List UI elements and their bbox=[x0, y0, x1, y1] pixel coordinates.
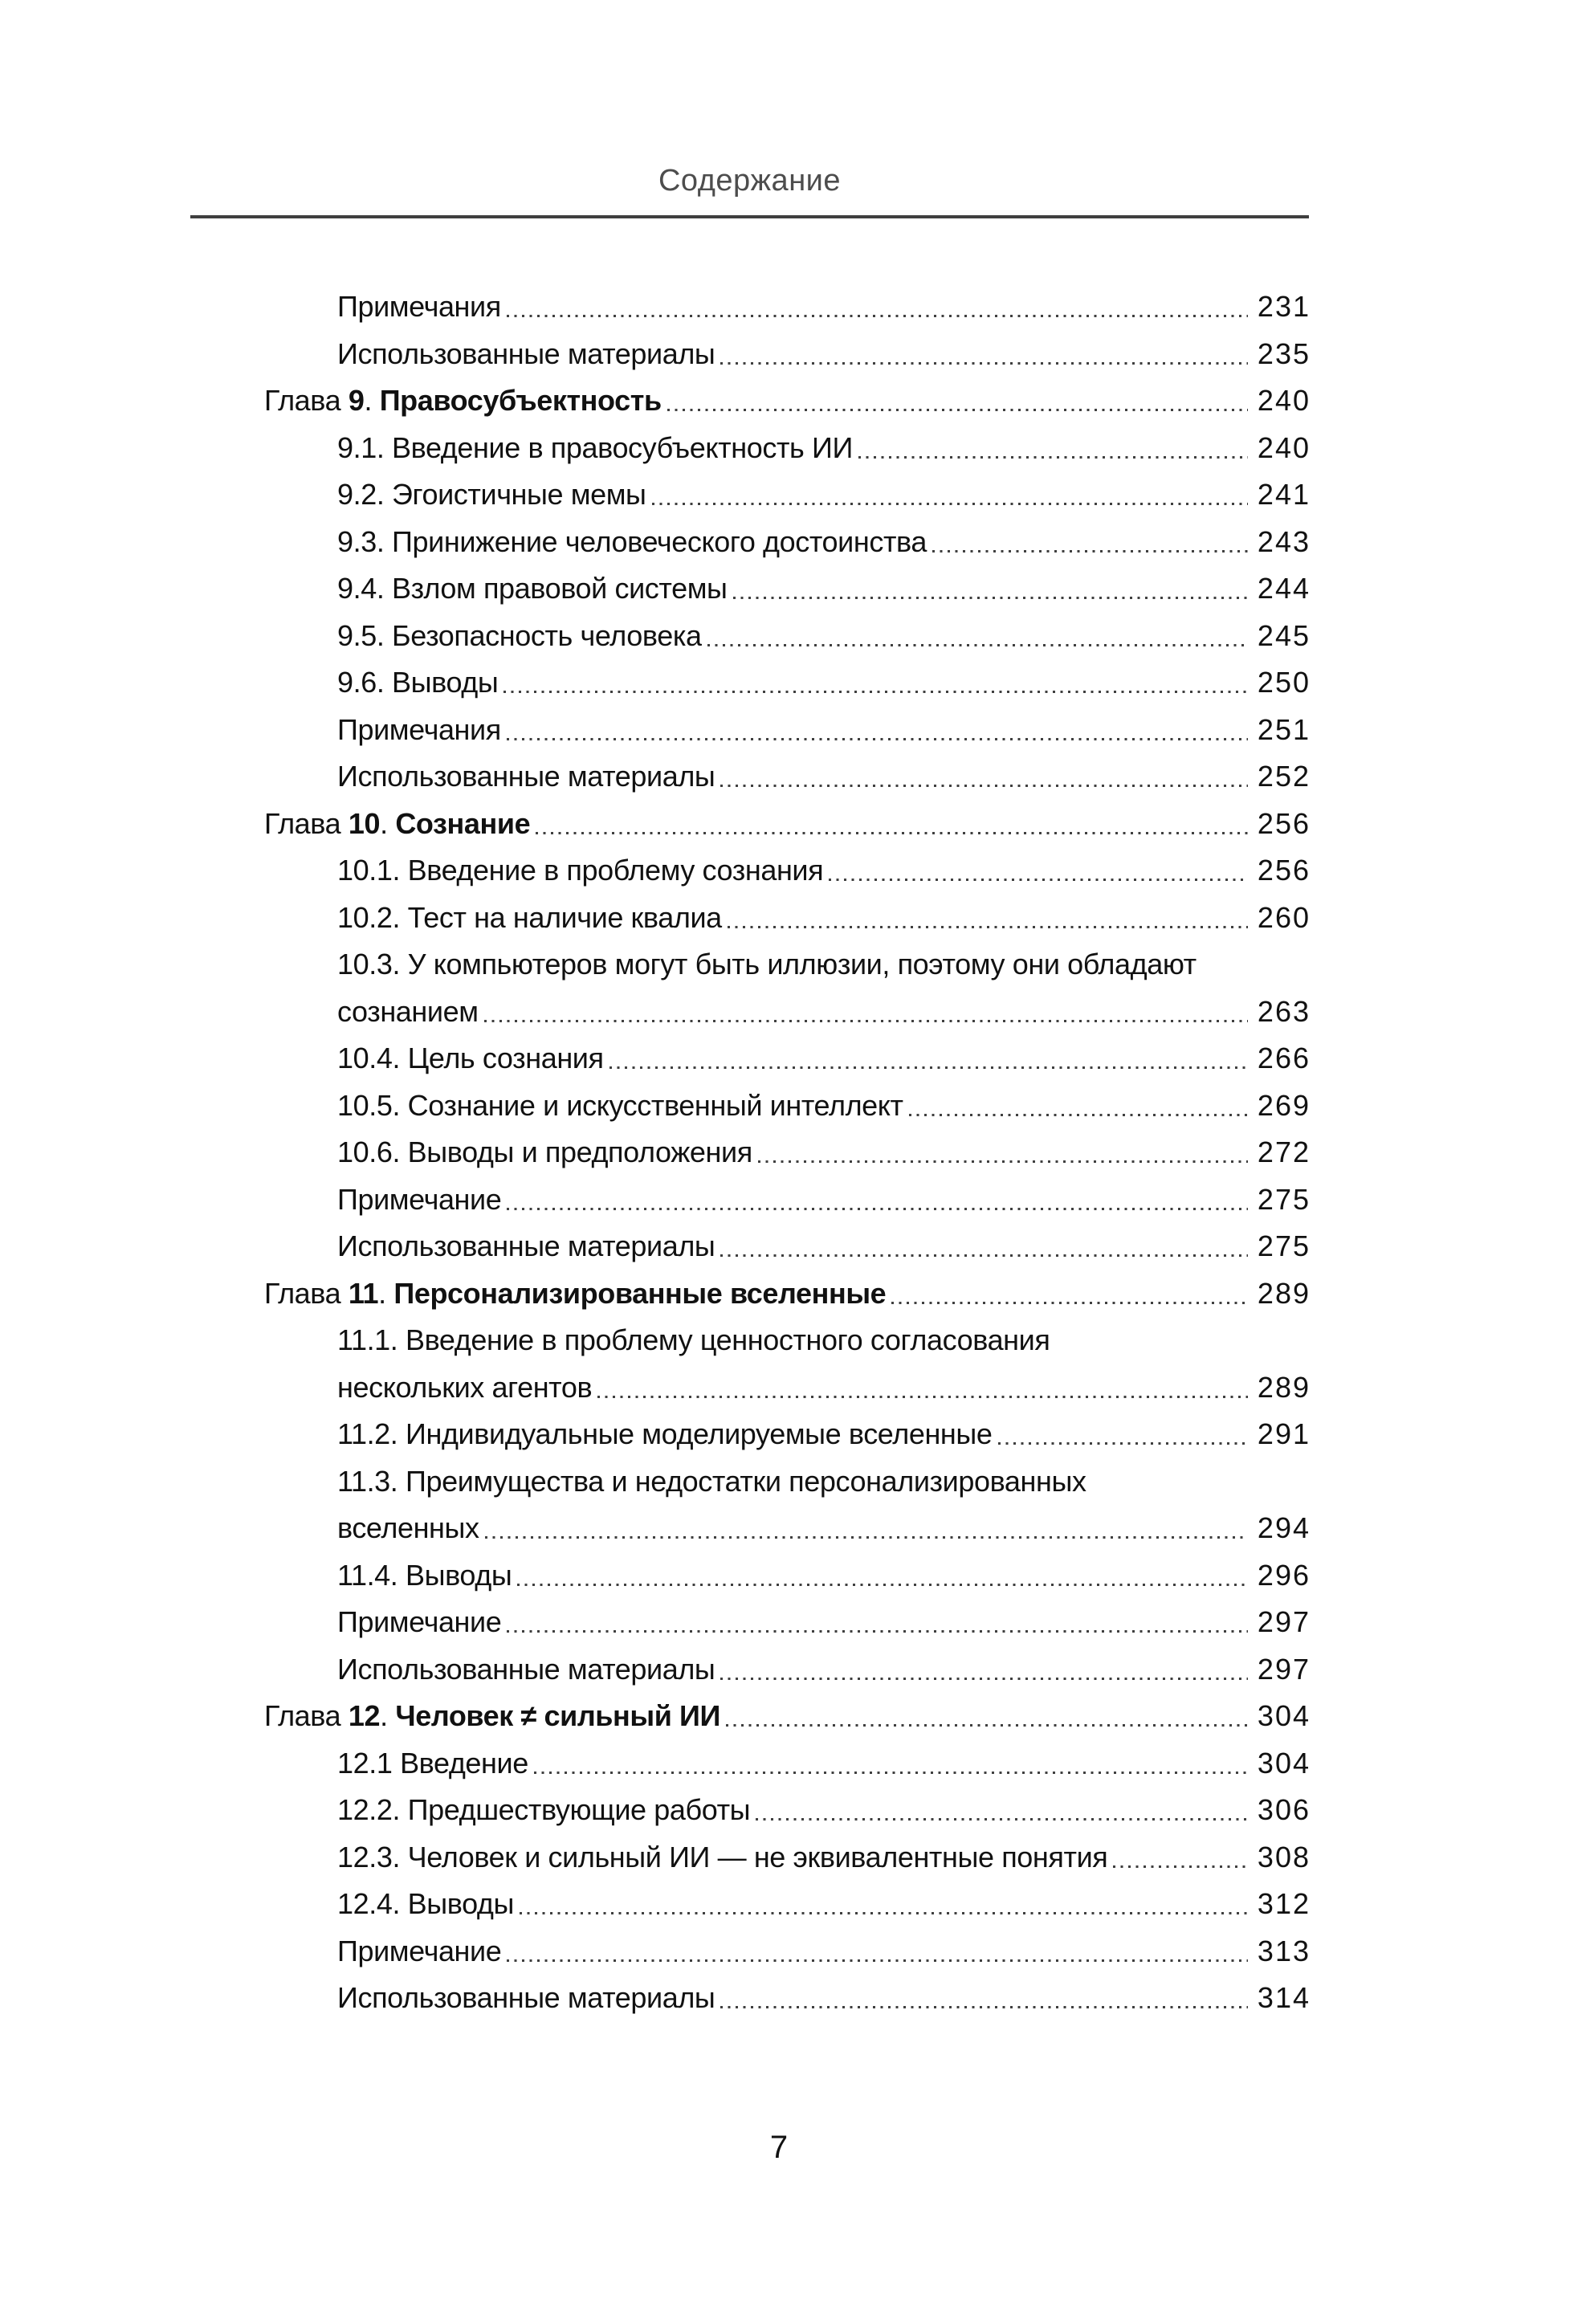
entry-text: 9.2. Эгоистичные мемы bbox=[337, 478, 646, 511]
entry-page-number: 275 bbox=[1257, 1229, 1311, 1262]
entry-text: Примечание bbox=[337, 1182, 502, 1216]
entry-text: 9.3. Принижение человеческого достоинства bbox=[337, 524, 927, 558]
entry-page-number: 304 bbox=[1257, 1746, 1311, 1780]
entry-page-number: 252 bbox=[1257, 760, 1311, 793]
toc-entry-chapter bbox=[190, 1700, 1309, 1732]
entry-page-number: 256 bbox=[1257, 806, 1311, 840]
toc-entry bbox=[190, 1184, 1309, 1216]
toc-entry bbox=[190, 1324, 1309, 1356]
entry-page-number: 260 bbox=[1257, 900, 1311, 934]
entry-page-number: 304 bbox=[1257, 1699, 1311, 1732]
dot-leader bbox=[720, 1678, 1248, 1680]
entry-text: Использованные материалы bbox=[337, 1981, 715, 2014]
dot-leader bbox=[597, 1396, 1248, 1398]
dot-leader bbox=[520, 1912, 1248, 1914]
entry-page-number: 240 bbox=[1257, 384, 1311, 417]
toc-entry bbox=[190, 1466, 1309, 1498]
entry-page-number: 313 bbox=[1257, 1934, 1311, 1967]
toc-entry bbox=[190, 1982, 1309, 2014]
toc-entry bbox=[190, 1560, 1309, 1592]
entry-page-number: 251 bbox=[1257, 712, 1311, 746]
dot-leader bbox=[507, 1959, 1248, 1962]
entry-text: вселенных bbox=[337, 1511, 479, 1544]
entry-page-number: 308 bbox=[1257, 1840, 1311, 1873]
toc-entry bbox=[190, 854, 1309, 887]
entry-text: Глава 12. Человек ≠ сильный ИИ bbox=[264, 1699, 721, 1732]
entry-text: Глава 10. Сознание bbox=[264, 806, 531, 840]
entry-page-number: 243 bbox=[1257, 524, 1311, 558]
entry-page-number: 296 bbox=[1257, 1558, 1311, 1592]
folio-page-number: 7 bbox=[769, 2130, 789, 2165]
entry-text: 9.6. Выводы bbox=[337, 666, 499, 699]
entry-page-number: 231 bbox=[1257, 290, 1311, 323]
dot-leader bbox=[652, 503, 1248, 505]
dot-leader bbox=[507, 315, 1248, 317]
entry-text: Примечания bbox=[337, 290, 501, 323]
entry-text: 10.3. У компьютеров могут быть иллюзии, поэтому они обладают bbox=[337, 948, 1197, 981]
dot-leader bbox=[998, 1442, 1248, 1445]
dot-leader bbox=[609, 1066, 1248, 1069]
dot-leader bbox=[758, 1160, 1248, 1163]
dot-leader bbox=[534, 1772, 1248, 1774]
toc-entry bbox=[190, 1747, 1309, 1780]
toc-entry bbox=[190, 1512, 1309, 1544]
entry-page-number: 250 bbox=[1257, 666, 1311, 699]
entry-text: 10.5. Сознание и искусственный интеллект bbox=[337, 1088, 903, 1122]
dot-leader bbox=[829, 879, 1248, 881]
entry-text: 10.1. Введение в проблему сознания bbox=[337, 854, 824, 887]
toc-entry bbox=[190, 948, 1309, 981]
entry-text: 10.4. Цель сознания bbox=[337, 1042, 604, 1074]
entry-page-number: 297 bbox=[1257, 1652, 1311, 1686]
toc-entry-chapter bbox=[190, 808, 1309, 840]
entry-text: Глава 11. Персонализированные вселенные bbox=[264, 1276, 887, 1310]
entry-text: Примечание bbox=[337, 1605, 502, 1638]
toc-entry bbox=[190, 526, 1309, 558]
dot-leader bbox=[507, 738, 1248, 740]
entry-text: сознанием bbox=[337, 994, 479, 1028]
toc-entry bbox=[190, 291, 1309, 323]
toc-entry bbox=[190, 1042, 1309, 1074]
page-title: Содержание bbox=[658, 164, 842, 198]
dot-leader bbox=[1113, 1865, 1248, 1868]
toc-entry bbox=[190, 1794, 1309, 1826]
toc-entry bbox=[190, 667, 1309, 699]
dot-leader bbox=[720, 785, 1248, 787]
toc-entry bbox=[190, 1888, 1309, 1920]
dot-leader bbox=[485, 1536, 1248, 1539]
entry-page-number: 266 bbox=[1257, 1042, 1311, 1074]
dot-leader bbox=[484, 1020, 1248, 1022]
toc-entry bbox=[190, 1606, 1309, 1638]
entry-text: 9.1. Введение в правосубъектность ИИ bbox=[337, 430, 853, 464]
dot-leader bbox=[932, 550, 1248, 552]
entry-text: Примечание bbox=[337, 1934, 502, 1967]
toc-entry bbox=[190, 1136, 1309, 1168]
dot-leader bbox=[720, 1254, 1248, 1257]
dot-leader bbox=[707, 644, 1248, 646]
entry-page-number: 312 bbox=[1257, 1887, 1311, 1920]
entry-page-number: 240 bbox=[1257, 430, 1311, 464]
entry-text: Примечания bbox=[337, 712, 501, 746]
entry-text: нескольких агентов bbox=[337, 1370, 593, 1404]
entry-text: 11.1. Введение в проблему ценностного согласования bbox=[337, 1323, 1050, 1356]
dot-leader bbox=[720, 2006, 1248, 2008]
entry-text: 12.4. Выводы bbox=[337, 1887, 514, 1920]
toc-entry bbox=[190, 902, 1309, 934]
toc-entry bbox=[190, 573, 1309, 605]
entry-text: 12.2. Предшествующие работы bbox=[337, 1793, 751, 1826]
entry-text: 9.4. Взлом правовой системы bbox=[337, 572, 728, 605]
dot-leader bbox=[891, 1302, 1248, 1304]
toc-entry bbox=[190, 1230, 1309, 1262]
toc-entry-chapter bbox=[190, 385, 1309, 417]
dot-leader bbox=[756, 1818, 1248, 1820]
toc-entry bbox=[190, 1653, 1309, 1686]
entry-page-number: 275 bbox=[1257, 1182, 1311, 1216]
entry-text: 11.2. Индивидуальные моделируемые вселенные bbox=[337, 1417, 993, 1450]
entry-text: 12.3. Человек и сильный ИИ — не эквивалентные понятия bbox=[337, 1840, 1108, 1873]
entry-page-number: 241 bbox=[1257, 478, 1311, 511]
dot-leader bbox=[503, 691, 1248, 693]
entry-page-number: 289 bbox=[1257, 1276, 1311, 1310]
entry-page-number: 291 bbox=[1257, 1417, 1311, 1450]
toc-entry bbox=[190, 1090, 1309, 1122]
entry-text: 10.6. Выводы и предположения bbox=[337, 1135, 752, 1168]
dot-leader bbox=[858, 456, 1248, 459]
entry-text: 9.5. Безопасность человека bbox=[337, 618, 702, 652]
entry-page-number: 314 bbox=[1257, 1981, 1311, 2014]
entry-page-number: 289 bbox=[1257, 1370, 1311, 1404]
entry-text: Использованные материалы bbox=[337, 760, 715, 793]
header-rule bbox=[190, 215, 1309, 218]
toc-entry bbox=[190, 996, 1309, 1028]
entry-page-number: 272 bbox=[1257, 1135, 1311, 1168]
entry-text: 11.4. Выводы bbox=[337, 1558, 512, 1592]
dot-leader bbox=[517, 1584, 1248, 1586]
entry-text: Использованные материалы bbox=[337, 336, 715, 370]
entry-text: 11.3. Преимущества и недостатки персонализированных bbox=[337, 1464, 1086, 1498]
entry-page-number: 294 bbox=[1257, 1511, 1311, 1544]
toc-list bbox=[190, 291, 1309, 2029]
entry-text: Использованные материалы bbox=[337, 1652, 715, 1686]
dot-leader bbox=[667, 409, 1248, 411]
entry-page-number: 269 bbox=[1257, 1088, 1311, 1122]
dot-leader bbox=[728, 926, 1248, 928]
entry-page-number: 256 bbox=[1257, 854, 1311, 887]
entry-page-number: 244 bbox=[1257, 572, 1311, 605]
dot-leader bbox=[536, 832, 1248, 834]
dot-leader bbox=[507, 1208, 1248, 1210]
toc-entry bbox=[190, 1841, 1309, 1873]
entry-text: Использованные материалы bbox=[337, 1229, 715, 1262]
entry-page-number: 235 bbox=[1257, 336, 1311, 370]
entry-page-number: 245 bbox=[1257, 618, 1311, 652]
entry-text: 12.1 Введение bbox=[337, 1746, 528, 1780]
entry-text: Глава 9. Правосубъектность bbox=[264, 384, 662, 417]
entry-page-number: 297 bbox=[1257, 1605, 1311, 1638]
toc-entry bbox=[190, 714, 1309, 746]
dot-leader bbox=[733, 597, 1248, 599]
dot-leader bbox=[507, 1630, 1248, 1633]
toc-entry bbox=[190, 479, 1309, 511]
toc-entry bbox=[190, 432, 1309, 464]
toc-entry bbox=[190, 338, 1309, 370]
toc-entry bbox=[190, 760, 1309, 793]
dot-leader bbox=[909, 1114, 1248, 1116]
toc-entry-chapter bbox=[190, 1278, 1309, 1310]
toc-entry bbox=[190, 620, 1309, 652]
toc-entry bbox=[190, 1372, 1309, 1404]
entry-page-number: 263 bbox=[1257, 994, 1311, 1028]
entry-text: 10.2. Тест на наличие квалиа bbox=[337, 900, 722, 934]
toc-entry bbox=[190, 1935, 1309, 1967]
dot-leader bbox=[720, 362, 1248, 365]
entry-page-number: 306 bbox=[1257, 1793, 1311, 1826]
dot-leader bbox=[726, 1724, 1248, 1727]
toc-entry bbox=[190, 1418, 1309, 1450]
